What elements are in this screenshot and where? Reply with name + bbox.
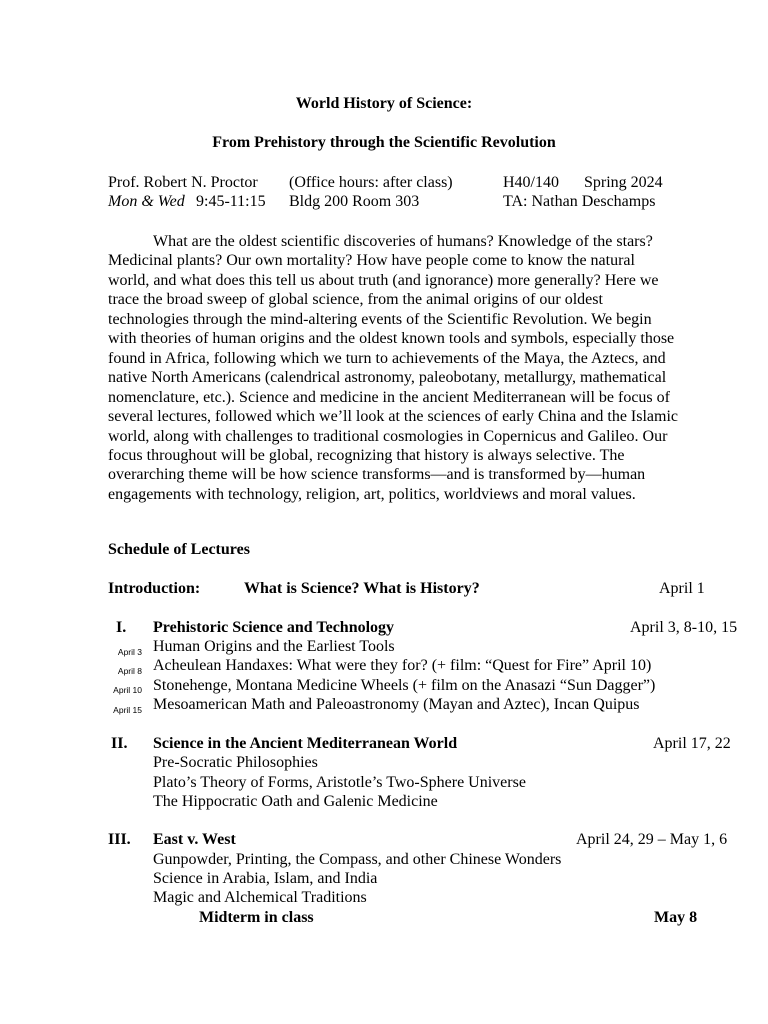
lecture-topic: Human Origins and the Earliest Tools <box>153 638 395 655</box>
term: Spring 2024 <box>584 174 663 191</box>
section-3-title: East v. West <box>153 831 236 848</box>
introduction-label: Introduction: <box>108 580 201 597</box>
meeting-days: Mon & Wed <box>108 193 185 210</box>
section-1-title: Prehistoric Science and Technology <box>153 619 395 636</box>
course-code: H40/140 <box>503 174 559 191</box>
document-title: World History of Science: <box>295 95 473 112</box>
course-description <box>108 232 678 504</box>
lecture-topic: Gunpowder, Printing, the Compass, and other Chinese Wonders <box>153 851 562 868</box>
section-3-dates: April 24, 29 – May 1, 6 <box>576 831 728 848</box>
lecture-date: April 3 <box>117 647 142 657</box>
meeting-location: Bldg 200 Room 303 <box>289 193 420 210</box>
schedule-heading: Schedule of Lectures <box>108 541 250 558</box>
lecture-topic: Plato’s Theory of Forms, Aristotle’s Two-Sphere Universe <box>153 774 526 791</box>
office-hours: (Office hours: after class) <box>289 174 453 191</box>
lecture-topic: Science in Arabia, Islam, and India <box>153 870 378 887</box>
section-2-dates: April 17, 22 <box>653 735 731 752</box>
introduction-date: April 1 <box>659 580 705 597</box>
course-description-text: What are the oldest scientific discoveries of humans? Knowledge of the stars? Medicinal plants? Our own mortality? How have people come to know the natural world, and what does this tell us about truth (and ignorance) more generally? Here we trace the broad sweep of global science, from the animal origins of our oldest technologies through the mind-altering events of the Scientific Revolution. We begin with theories of human origins and the oldest known tools and symbols, especially those found in Africa, following which we turn to achievements of the Maya, the Aztecs, and native North Americans (calendrical astronomy, paleobotany, metallurgy, mathematical nomenclature, etc.). Science and medicine in the ancient Mediterranean will be focus of several lectures, followed which we’ll look at the sciences of early China and the Islamic world, along with challenges to traditional cosmologies in Copernicus and Galileo. Our focus throughout will be global, recognizing that history is always selective. The overarching theme will be how science transforms—and is transformed by—human engagements with technology, religion, art, politics, worldviews and moral values. <box>108 233 679 503</box>
midterm-date: May 8 <box>654 909 698 926</box>
lecture-date: April 10 <box>113 685 142 695</box>
section-3-numeral: III. <box>108 831 131 848</box>
section-1-dates: April 3, 8-10, 15 <box>630 619 738 636</box>
meeting-time: 9:45-11:15 <box>196 193 266 210</box>
lecture-topic: The Hippocratic Oath and Galenic Medicine <box>153 793 438 810</box>
lecture-topic: Stonehenge, Montana Medicine Wheels (+ film on the Anasazi “Sun Dagger”) <box>153 677 656 694</box>
professor-name: Prof. Robert N. Proctor <box>108 174 258 191</box>
lecture-topic: Mesoamerican Math and Paleoastronomy (Mayan and Aztec), Incan Quipus <box>153 696 640 713</box>
document-subtitle: From Prehistory through the Scientific Revolution <box>212 134 556 151</box>
teaching-assistant: TA: Nathan Deschamps <box>503 193 656 210</box>
lecture-topic: Magic and Alchemical Traditions <box>153 889 367 906</box>
introduction-title: What is Science? What is History? <box>244 580 480 597</box>
section-2-numeral: II. <box>111 735 128 752</box>
lecture-date: April 15 <box>113 705 142 715</box>
section-1-numeral: I. <box>116 619 127 636</box>
section-2-title: Science in the Ancient Mediterranean World <box>153 735 458 752</box>
lecture-topic: Acheulean Handaxes: What were they for? (+ film: “Quest for Fire” April 10) <box>153 657 652 674</box>
lecture-topic: Pre-Socratic Philosophies <box>153 754 318 771</box>
midterm-label: Midterm in class <box>199 909 314 926</box>
lecture-date: April 8 <box>117 666 142 676</box>
